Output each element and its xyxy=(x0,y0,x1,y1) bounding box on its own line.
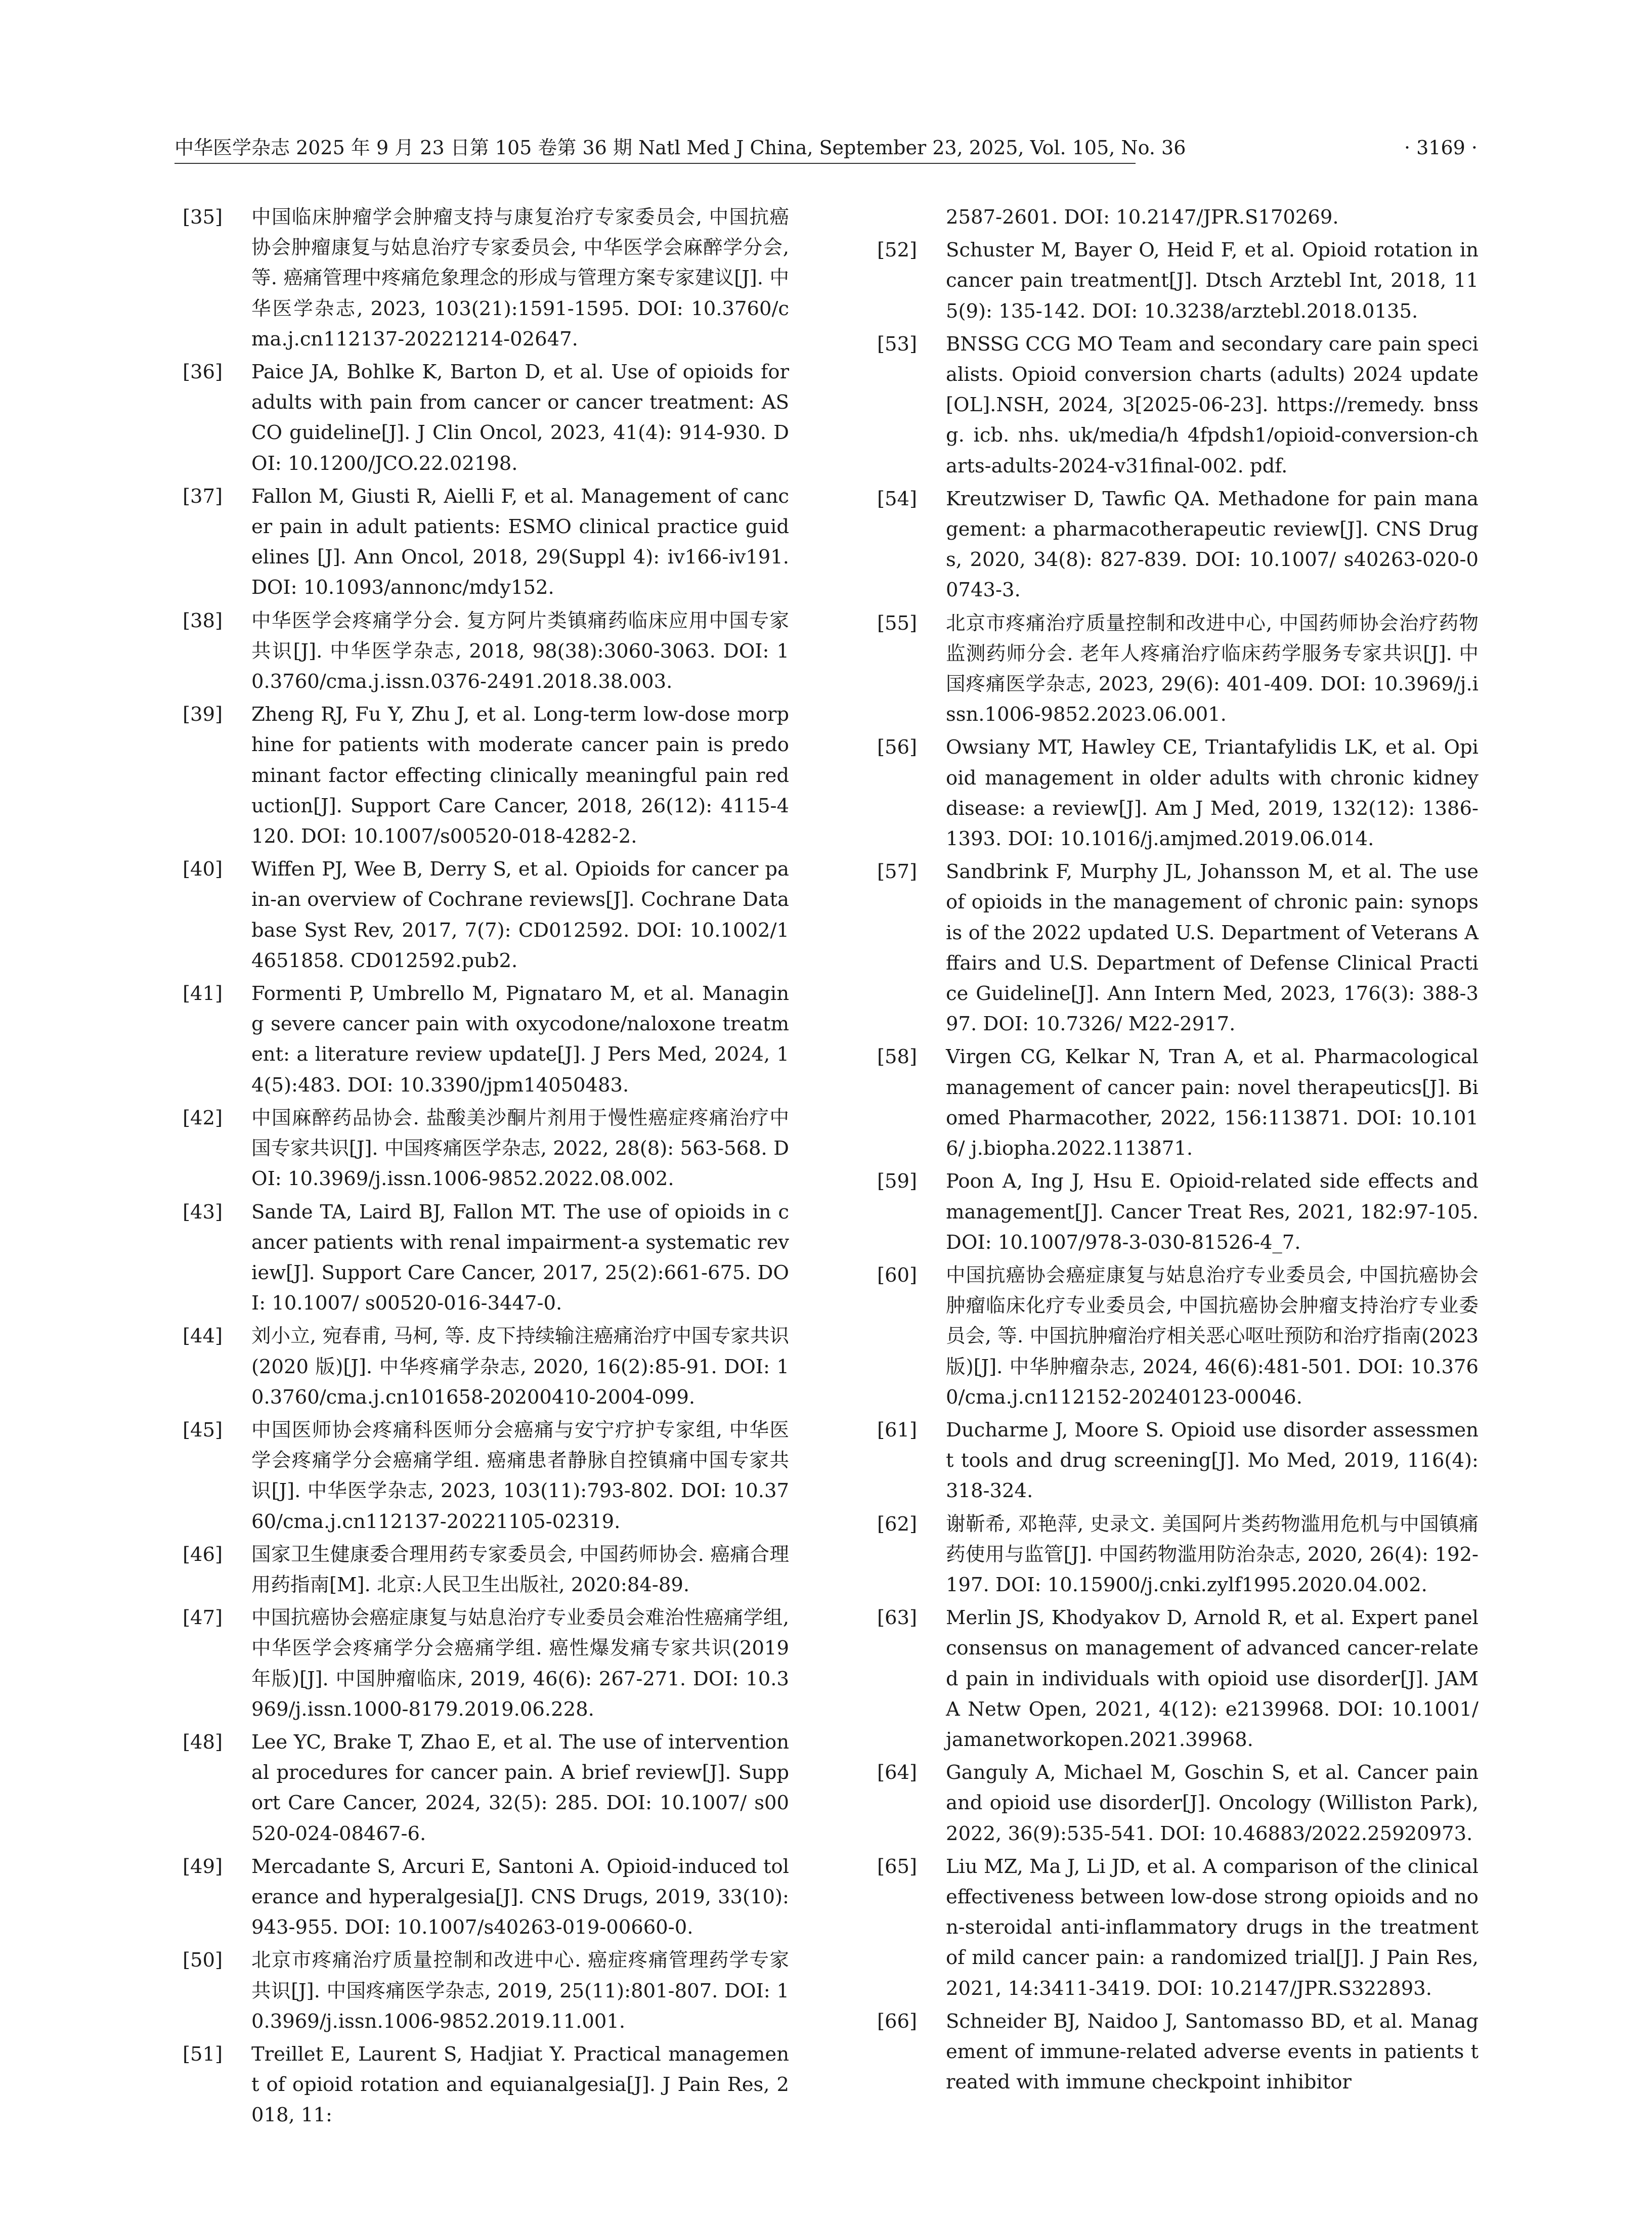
reference-text: Paice JA, Bohlke K, Barton D, et al. Use of opioids for adults with pain from cancer or cancer treatment: ASCO guideline[J]. J Clin Oncol, 2023, 41(4): 914-930. DOI: 10.1200/JCO.22.02198. xyxy=(251,361,789,475)
reference-text: 国家卫生健康委合理用药专家委员会, 中国药师协会. 癌痛合理用药指南[M]. 北京:人民卫生出版社, 2020:84-89. xyxy=(251,1543,789,1596)
reference-number: [52] xyxy=(877,239,918,262)
reference-text: Kreutzwiser D, Tawfic QA. Methadone for pain management: a pharmacotherapeutic review[J]. CNS Drugs, 2020, 34(8): 827-839. DOI: 10.1007/ s40263-020-00743-3. xyxy=(946,487,1479,602)
reference-item xyxy=(869,1852,1479,2004)
reference-item xyxy=(175,357,789,479)
reference-number: [39] xyxy=(183,703,223,726)
reference-text: 中国医师协会疼痛科医师分会癌痛与安宁疗护专家组, 中华医学会疼痛学分会癌痛学组. 癌痛患者静脉自控镇痛中国专家共识[J]. 中华医学杂志, 2023, 103(11):793-802. DOI: 10.3760/cma.j.cn112137-20221105-02319. xyxy=(251,1418,789,1533)
reference-text: 谢靳希, 邓艳萍, 史录文. 美国阿片类药物滥用危机与中国镇痛药使用与监管[J]. 中国药物滥用防治杂志, 2020, 26(4): 192-197. DOI: 10.15900/j.cnki.zylf1995.2020.04.002. xyxy=(946,1512,1479,1596)
reference-item xyxy=(869,2006,1479,2098)
reference-text: 北京市疼痛治疗质量控制和改进中心. 癌症疼痛管理药学专家共识[J]. 中国疼痛医学杂志, 2019, 25(11):801-807. DOI: 10.3969/j.issn.1006-9852.2019.11.001. xyxy=(251,1949,789,2033)
reference-item xyxy=(869,1415,1479,1507)
reference-text: BNSSG CCG MO Team and secondary care pain specialists. Opioid conversion charts (adults) 2024 update[OL].NSH, 2024, 3[2025-06-23]. https://remedy. bnssg. icb. nhs. uk/media/h 4fpdsh1/opioid-conversion-charts-adults-2024-v31final-002. pdf. xyxy=(946,332,1479,477)
reference-item xyxy=(175,854,789,976)
reference-item xyxy=(175,1603,789,1725)
reference-text: Schuster M, Bayer O, Heid F, et al. Opioid rotation in cancer pain treatment[J]. Dtsch Arztebl Int, 2018, 115(9): 135-142. DOI: 10.3238/arztebl.2018.0135. xyxy=(946,239,1479,323)
reference-text: Formenti P, Umbrello M, Pignataro M, et al. Managing severe cancer pain with oxycodone/naloxone treatment: a literature review update[J]. J Pers Med, 2024, 14(5):483. DOI: 10.3390/jpm14050483. xyxy=(251,982,789,1097)
reference-text: Owsiany MT, Hawley CE, Triantafylidis LK, et al. Opioid management in older adults with chronic kidney disease: a review[J]. Am J Med, 2019, 132(12): 1386-1393. DOI: 10.1016/j.amjmed.2019.06.014. xyxy=(946,736,1479,851)
journal-citation-header: 中华医学杂志 2025 年 9 月 23 日第 105 卷第 36 期 Natl Med J China, September 23, 2025, Vol. 105, No. 36 xyxy=(175,137,1186,159)
reference-number: [49] xyxy=(183,1855,223,1878)
reference-item xyxy=(175,1852,789,1943)
reference-text: Treillet E, Laurent S, Hadjiat Y. Practical management of opioid rotation and equianalgesia[J]. J Pain Res, 2018, 11: xyxy=(251,2042,789,2127)
reference-number: [43] xyxy=(183,1200,223,1224)
reference-number: [48] xyxy=(183,1730,223,1754)
reference-number: [41] xyxy=(183,982,223,1006)
header-rule xyxy=(175,163,1136,164)
reference-item xyxy=(175,482,789,603)
reference-item xyxy=(869,484,1479,606)
reference-number: [51] xyxy=(183,2042,223,2066)
reference-number: [60] xyxy=(877,1263,918,1287)
reference-number: [38] xyxy=(183,609,223,632)
reference-text: Ducharme J, Moore S. Opioid use disorder assessment tools and drug screening[J]. Mo Med, 2019, 116(4): 318-324. xyxy=(946,1418,1479,1503)
reference-text: 中国临床肿瘤学会肿瘤支持与康复治疗专家委员会, 中国抗癌协会肿瘤康复与姑息治疗专家委员会, 中华医学会麻醉学分会, 等. 癌痛管理中疼痛危象理念的形成与管理方案专家建议[J]. 中华医学杂志, 2023, 103(21):1591-1595. DOI: 10.3760/cma.j.cn112137-20221214-02647. xyxy=(251,206,789,351)
reference-number: [61] xyxy=(877,1418,918,1442)
reference-number: [37] xyxy=(183,485,223,508)
reference-number: [45] xyxy=(183,1418,223,1442)
reference-text: 中国麻醉药品协会. 盐酸美沙酮片剂用于慢性癌症疼痛治疗中国专家共识[J]. 中国疼痛医学杂志, 2022, 28(8): 563-568. DOI: 10.3969/j.issn.1006-9852.2022.08.002. xyxy=(251,1106,789,1191)
reference-number: [42] xyxy=(183,1106,223,1129)
reference-item xyxy=(175,606,789,697)
reference-item xyxy=(175,1103,789,1195)
reference-item xyxy=(175,700,789,852)
reference-item xyxy=(869,857,1479,1039)
reference-number: [44] xyxy=(183,1325,223,1348)
reference-item xyxy=(869,1509,1479,1601)
reference-item xyxy=(175,202,789,355)
reference-text: 北京市疼痛治疗质量控制和改进中心, 中国药师协会治疗药物监测药师分会. 老年人疼痛治疗临床药学服务专家共识[J]. 中国疼痛医学杂志, 2023, 29(6): 401-409. DOI: 10.3969/j.issn.1006-9852.2023.06.001. xyxy=(946,612,1479,726)
reference-number: [53] xyxy=(877,332,918,356)
reference-number: [40] xyxy=(183,858,223,881)
reference-item xyxy=(175,1540,789,1600)
reference-text: 中国抗癌协会癌症康复与姑息治疗专业委员会难治性癌痛学组, 中华医学会疼痛学分会癌痛学组. 癌性爆发痛专家共识(2019 年版)[J]. 中国肿瘤临床, 2019, 46(6): 267-271. DOI: 10.3969/j.issn.1000-8179.2019.06.228. xyxy=(251,1606,789,1721)
reference-text: 2587-2601. DOI: 10.2147/JPR.S170269. xyxy=(946,206,1339,229)
reference-number: [57] xyxy=(877,860,918,884)
reference-number: [50] xyxy=(183,1949,223,1972)
reference-item xyxy=(175,1321,789,1413)
reference-text: 中华医学会疼痛学分会. 复方阿片类镇痛药临床应用中国专家共识[J]. 中华医学杂志, 2018, 98(38):3060-3063. DOI: 10.3760/cma.j.issn.0376-2491.2018.38.003. xyxy=(251,609,789,693)
reference-number: [63] xyxy=(877,1606,918,1630)
reference-text: Schneider BJ, Naidoo J, Santomasso BD, et al. Management of immune-related adverse events in patients treated with immune checkpoint inhibitor xyxy=(946,2010,1479,2094)
reference-item xyxy=(175,1727,789,1849)
reference-text: Zheng RJ, Fu Y, Zhu J, et al. Long-term low-dose morphine for patients with moderate cancer pain is predominant factor effecting clinically meaningful pain reduction[J]. Support Care Cancer, 2018, 26(12): 4115-4120. DOI: 10.1007/s00520-018-4282-2. xyxy=(251,703,789,848)
reference-text: Sandbrink F, Murphy JL, Johansson M, et al. The use of opioids in the management of chronic pain: synopsis of the 2022 updated U.S. Department of Veterans Affairs and U.S. Department of Defense Clinical Practice Guideline[J]. Ann Intern Med, 2023, 176(3): 388-397. DOI: 10.7326/ M22-2917. xyxy=(946,860,1479,1036)
reference-text: Ganguly A, Michael M, Goschin S, et al. Cancer pain and opioid use disorder[J]. Oncology (Williston Park), 2022, 36(9):535-541. DOI: 10.46883/2022.25920973. xyxy=(946,1761,1479,1845)
reference-number: [65] xyxy=(877,1855,918,1878)
reference-column-right xyxy=(869,202,1479,2100)
reference-text: Poon A, Ing J, Hsu E. Opioid-related side effects and management[J]. Cancer Treat Res, 2021, 182:97-105. DOI: 10.1007/978-3-030-81526-4_7. xyxy=(946,1170,1479,1254)
reference-item xyxy=(869,732,1479,854)
reference-number: [47] xyxy=(183,1606,223,1630)
reference-text: Merlin JS, Khodyakov D, Arnold R, et al. Expert panel consensus on management of advanced cancer-related pain in individuals with opioid use disorder[J]. JAMA Netw Open, 2021, 4(12): e2139968. DOI: 10.1001/ jamanetworkopen.2021.39968. xyxy=(946,1606,1479,1751)
reference-text: 刘小立, 宛春甫, 马柯, 等. 皮下持续输注癌痛治疗中国专家共识(2020 版)[J]. 中华疼痛学杂志, 2020, 16(2):85-91. DOI: 10.3760/cma.j.cn101658-20200410-2004-099. xyxy=(251,1325,789,1409)
reference-text: Sande TA, Laird BJ, Fallon MT. The use of opioids in cancer patients with renal impairment-a systematic review[J]. Support Care Cancer, 2017, 25(2):661-675. DOI: 10.1007/ s00520-016-3447-0. xyxy=(251,1200,789,1315)
page-number: · 3169 · xyxy=(1404,137,1477,159)
reference-item xyxy=(175,1197,789,1319)
reference-text: Mercadante S, Arcuri E, Santoni A. Opioid-induced tolerance and hyperalgesia[J]. CNS Drugs, 2019, 33(10): 943-955. DOI: 10.1007/s40263-019-00660-0. xyxy=(251,1855,789,1939)
reference-number: [46] xyxy=(183,1543,223,1566)
reference-item xyxy=(175,979,789,1101)
reference-number: [62] xyxy=(877,1512,918,1536)
reference-item xyxy=(175,1415,789,1537)
reference-text: Virgen CG, Kelkar N, Tran A, et al. Pharmacological management of cancer pain: novel therapeutics[J]. Biomed Pharmacother, 2022, 156:113871. DOI: 10.1016/ j.biopha.2022.113871. xyxy=(946,1045,1479,1160)
reference-number: [55] xyxy=(877,612,918,635)
reference-number: [35] xyxy=(183,206,223,229)
reference-item xyxy=(869,1603,1479,1755)
reference-continuation xyxy=(869,202,1479,233)
reference-item xyxy=(175,1945,789,2037)
reference-text: Wiffen PJ, Wee B, Derry S, et al. Opioids for cancer pain-an overview of Cochrane reviews[J]. Cochrane Database Syst Rev, 2017, 7(7): CD012592. DOI: 10.1002/14651858. CD012592.pub2. xyxy=(251,858,789,972)
reference-item xyxy=(869,608,1479,730)
reference-number: [59] xyxy=(877,1170,918,1193)
reference-text: Liu MZ, Ma J, Li JD, et al. A comparison of the clinical effectiveness between low-dose strong opioids and non-steroidal anti-inflammatory drugs in the treatment of mild cancer pain: a randomized trial[J]. J Pain Res, 2021, 14:3411-3419. DOI: 10.2147/JPR.S322893. xyxy=(946,1855,1479,2000)
reference-number: [56] xyxy=(877,736,918,759)
reference-item xyxy=(869,1758,1479,1849)
reference-text: 中国抗癌协会癌症康复与姑息治疗专业委员会, 中国抗癌协会肿瘤临床化疗专业委员会, 中国抗癌协会肿瘤支持治疗专业委员会, 等. 中国抗肿瘤治疗相关恶心呕吐预防和治疗指南(2023 版)[J]. 中华肿瘤杂志, 2024, 46(6):481-501. DOI: 10.3760/cma.j.cn112152-20240123-00046. xyxy=(946,1263,1479,1409)
reference-item xyxy=(869,1042,1479,1164)
reference-number: [54] xyxy=(877,487,918,510)
reference-item xyxy=(869,329,1479,482)
reference-column-left xyxy=(175,202,789,2133)
reference-number: [66] xyxy=(877,2010,918,2033)
reference-number: [58] xyxy=(877,1045,918,1069)
reference-item xyxy=(869,1260,1479,1413)
reference-number: [36] xyxy=(183,361,223,384)
running-header xyxy=(175,133,1477,163)
reference-number: [64] xyxy=(877,1761,918,1784)
reference-item xyxy=(175,2039,789,2131)
reference-item xyxy=(869,1166,1479,1258)
reference-text: Lee YC, Brake T, Zhao E, et al. The use of interventional procedures for cancer pain. A brief review[J]. Support Care Cancer, 2024, 32(5): 285. DOI: 10.1007/ s00520-024-08467-6. xyxy=(251,1730,789,1845)
reference-item xyxy=(869,235,1479,327)
reference-text: Fallon M, Giusti R, Aielli F, et al. Management of cancer pain in adult patients: ESMO clinical practice guidelines [J]. Ann Oncol, 2018, 29(Suppl 4): iv166-iv191. DOI: 10.1093/annonc/mdy152. xyxy=(251,485,789,599)
